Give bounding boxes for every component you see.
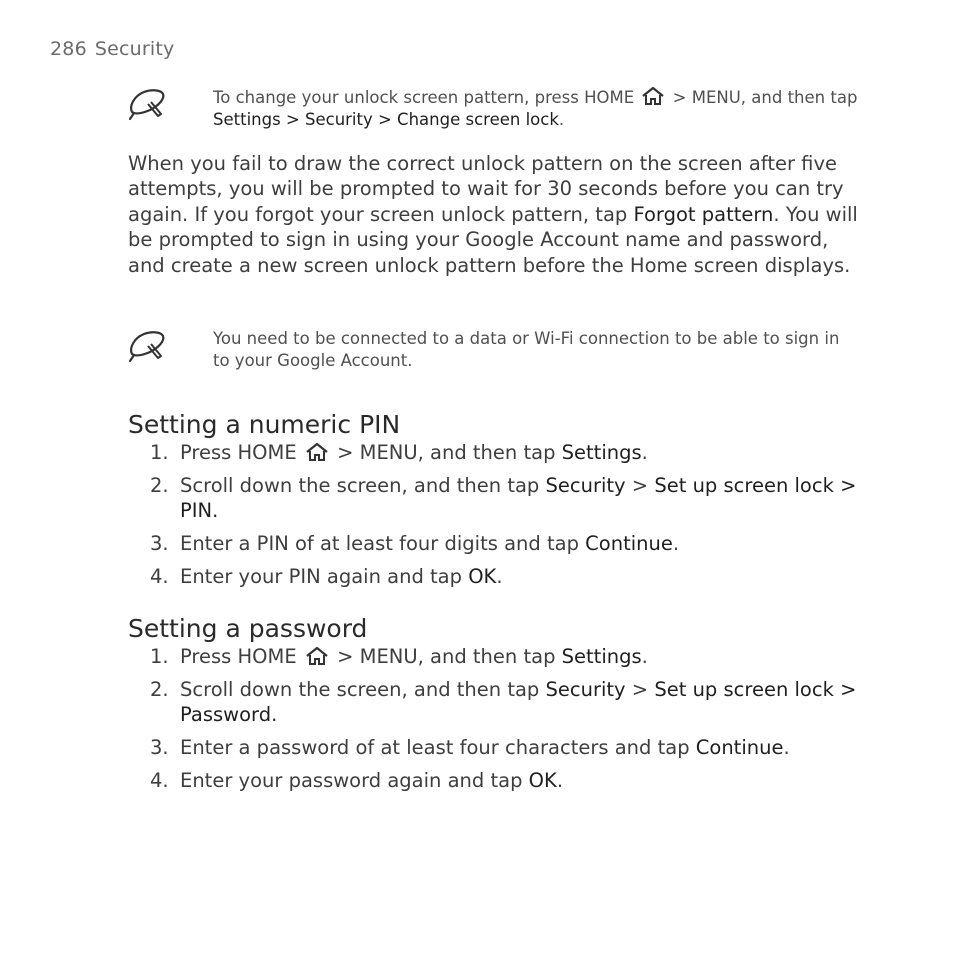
list-item: 1. Press HOME > MENU, and then tap Settings. xyxy=(150,645,648,668)
home-icon xyxy=(641,86,665,106)
body-paragraph: When you fail to draw the correct unlock pattern on the screen after five attempts, you will be prompted to wait for 30 seconds before you can try again. If you forgot your screen unlock pattern, tap Forgot pattern. You will be prompted to sign in using your Google Account name and password, and create a new screen unlock pattern before the Home screen displays. xyxy=(128,152,858,277)
list-item: 2. Scroll down the screen, and then tap Security > Set up screen lock > PIN. xyxy=(150,474,857,522)
note-text: To change your unlock screen pattern, press HOME > MENU, and then tap Settings > Security > Change screen lock. xyxy=(213,88,858,129)
steps-list-password xyxy=(150,644,860,793)
menu-path: Settings > Security > Change screen lock xyxy=(213,110,559,129)
note-text: You need to be connected to a data or Wi-Fi connection to be able to sign in to your Google Account. xyxy=(213,329,840,370)
home-icon xyxy=(305,442,329,462)
list-item: 3. Enter a password of at least four characters and tap Continue. xyxy=(150,736,790,759)
section-title: Security xyxy=(94,38,175,60)
list-item: 4. Enter your PIN again and tap OK. xyxy=(150,565,503,588)
list-item: 4. Enter your password again and tap OK. xyxy=(150,769,564,792)
section-heading-password: Setting a password xyxy=(128,614,368,643)
note-pen-icon xyxy=(128,328,166,364)
page-number: 286 xyxy=(50,38,87,60)
forgot-pattern-label: Forgot pattern xyxy=(633,202,774,226)
list-item: 2. Scroll down the screen, and then tap Security > Set up screen lock > Password. xyxy=(150,678,857,726)
list-item: 3. Enter a PIN of at least four digits and tap Continue. xyxy=(150,532,680,555)
list-item: 1. Press HOME > MENU, and then tap Settings. xyxy=(150,441,648,464)
page-header xyxy=(50,38,175,60)
note-pen-icon xyxy=(128,86,166,122)
steps-list-pin xyxy=(150,440,860,589)
section-heading-pin: Setting a numeric PIN xyxy=(128,410,401,439)
home-icon xyxy=(305,646,329,666)
